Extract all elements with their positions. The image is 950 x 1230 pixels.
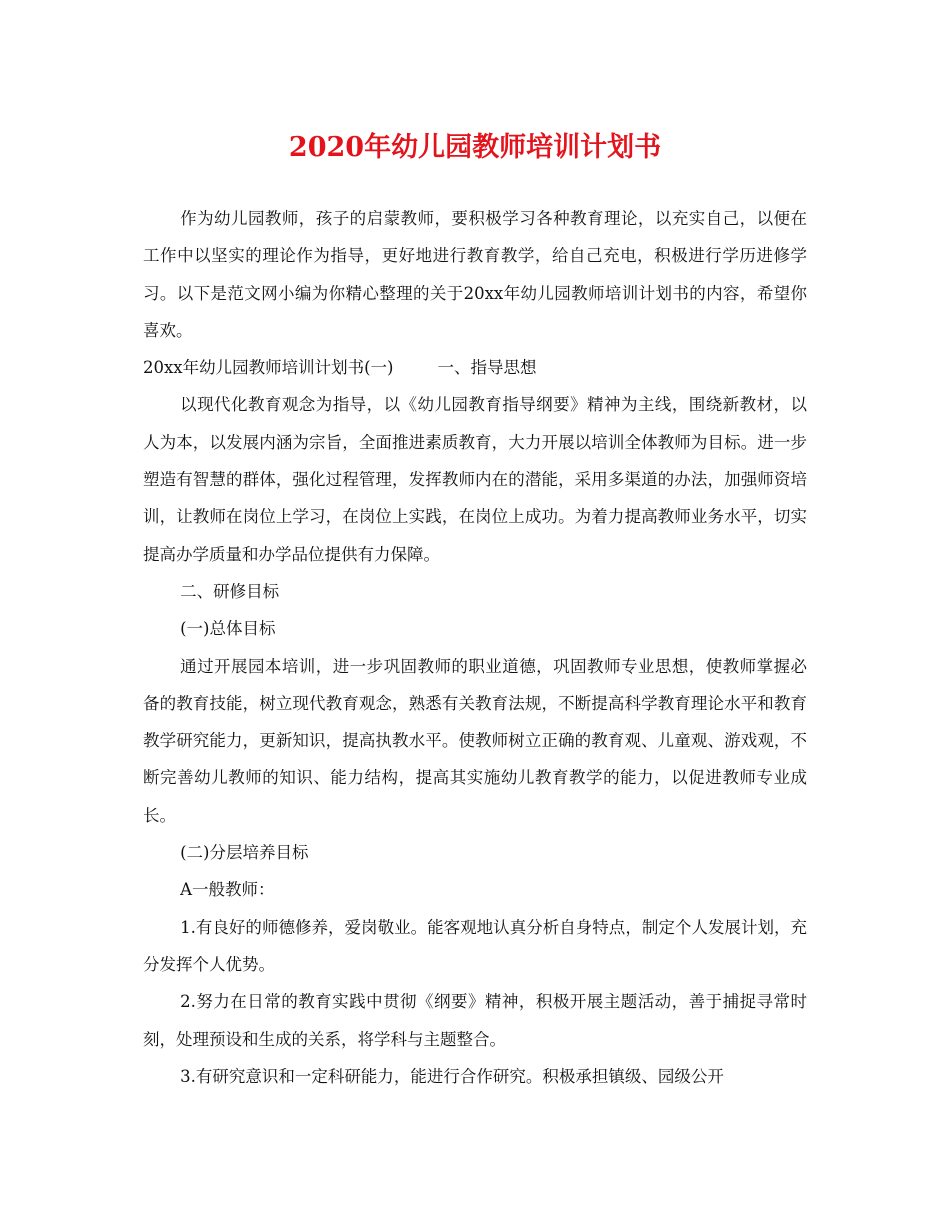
intro-paragraph: 作为幼儿园教师，孩子的启蒙教师，要积极学习各种教育理论，以充实自己，以便在工作中以坚实的理论作为指导，更好地进行教育教学，给自己充电，积极进行学历进修学习。以下是范文网小编为你精心整理的关于20xx年幼儿园教师培训计划书的内容，希望你喜欢。 — [143, 209, 807, 340]
list-item: 2.努力在日常的教育实践中贯彻《纲要》精神，积极开展主题活动，善于捕捉寻常时刻，处理预设和生成的关系，将学科与主题整合。 — [143, 992, 807, 1049]
subsection-heading-overall: (一)总体目标 — [180, 619, 276, 639]
tier-heading-general-teachers: A一般教师： — [180, 880, 275, 900]
document-title: 2020年幼儿园教师培训计划书 — [288, 132, 662, 163]
section-subheading — [143, 349, 807, 386]
section-heading-guiding: 一、指导思想 — [437, 358, 537, 378]
document-body — [143, 200, 807, 1095]
list-item: 3.有研究意识和一定科研能力，能进行合作研究。积极承担镇级、园级公开 — [180, 1066, 724, 1086]
subsection-heading-tiered: (二)分层培养目标 — [180, 843, 309, 863]
overall-goals-paragraph: 通过开展园本培训，进一步巩固教师的职业道德，巩固教师专业思想，使教师掌握必备的教育技能，树立现代教育观念，熟悉有关教育法规，不断提高科学教育理论水平和教育教学研究能力，更新知识，提高执教水平。使教师树立正确的教育观、儿童观、游戏观，不断完善幼儿教师的知识、能力结构，提高其实施幼儿教育教学的能力，以促进教师专业成长。 — [143, 656, 807, 825]
plan-subtitle: 20xx年幼儿园教师培训计划书(一) — [143, 358, 394, 378]
list-item: 1.有良好的师德修养，爱岗敬业。能客观地认真分析自身特点，制定个人发展计划，充分发挥个人优势。 — [143, 917, 807, 974]
section-heading-goals: 二、研修目标 — [180, 581, 280, 601]
guiding-paragraph: 以现代化教育观念为指导，以《幼儿园教育指导纲要》精神为主线，围绕新教材，以人为本，以发展内涵为宗旨，全面推进素质教育，大力开展以培训全体教师为目标。进一步塑造有智慧的群体，强化过程管理，发挥教师内在的潜能，采用多渠道的办法，加强师资培训，让教师在岗位上学习，在岗位上实践，在岗位上成功。为着力提高教师业务水平，切实提高办学质量和办学品位提供有力保障。 — [143, 395, 807, 564]
